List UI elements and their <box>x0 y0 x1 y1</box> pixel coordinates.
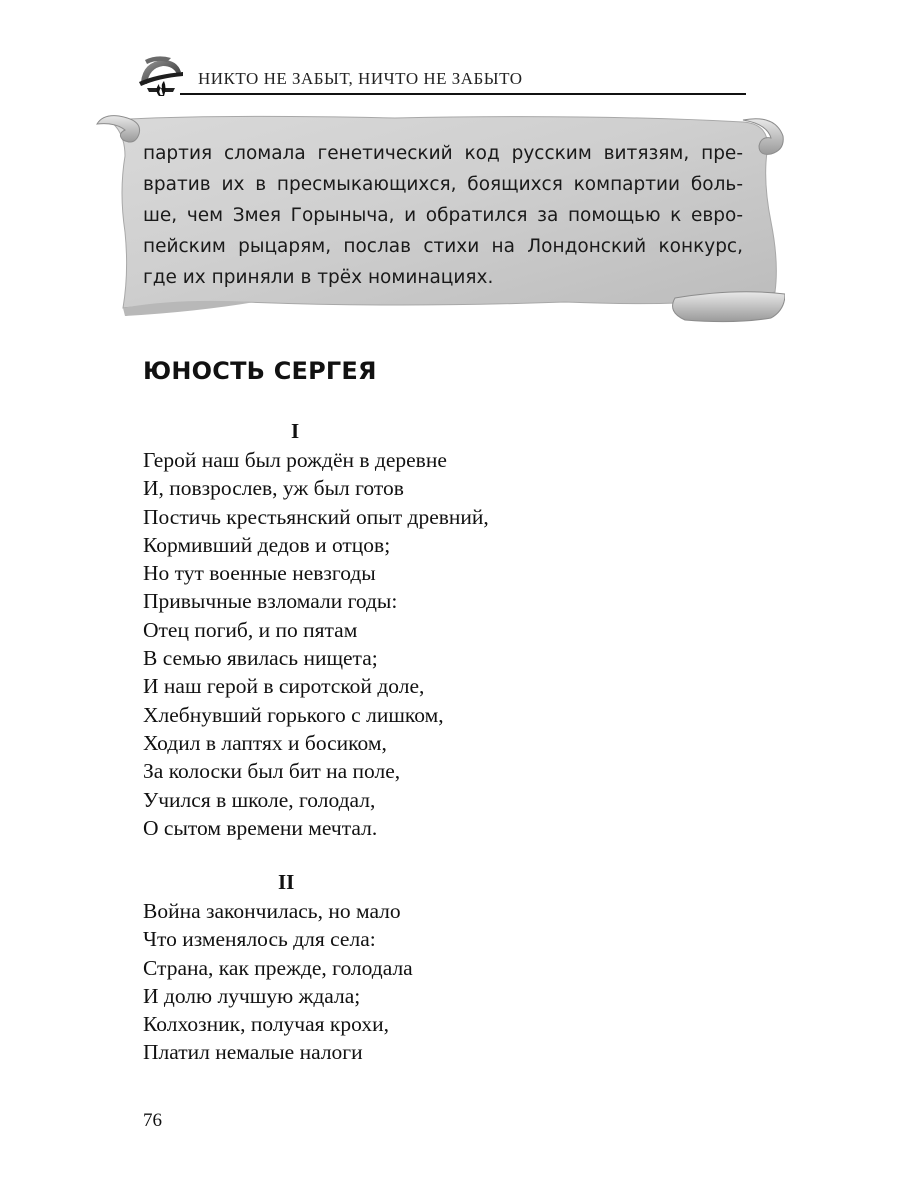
scroll-text-line: вратив их в пресмыкающихся, боящихся компартии боль- <box>143 174 743 195</box>
poem-line: Кормивший дедов и отцов; <box>143 532 391 557</box>
scroll-paragraph <box>143 138 743 293</box>
poem-line: Что изменялось для села: <box>143 927 376 952</box>
scroll-text-line: пейским рыцарям, послав стихи на Лондонский конкурс, <box>143 236 743 257</box>
poem-line: Страна, как прежде, голодала <box>143 955 413 980</box>
scroll-text-line: ше, чем Змея Горыныча, и обратился за помощью к евро- <box>143 205 743 226</box>
stanza-text <box>143 897 413 1067</box>
stanza-number: I <box>291 419 300 443</box>
poem-line: В семью явилась нищета; <box>143 646 378 671</box>
poem-line: За колоски был бит на поле, <box>143 759 401 784</box>
parchment-scroll <box>95 112 785 327</box>
poem-line: Постичь крестьянский опыт древний, <box>143 504 489 529</box>
poem-line: Колхозник, получая крохи, <box>143 1012 389 1037</box>
page-number: 76 <box>143 1110 162 1131</box>
scroll-text-line: где их приняли в трёх номинациях. <box>143 267 494 288</box>
poem-line: И, повзрослев, уж был готов <box>143 476 404 501</box>
header-rule <box>180 93 746 95</box>
poem-line: Учился в школе, голодал, <box>143 787 376 812</box>
poem-line: И наш герой в сиротской доле, <box>143 674 425 699</box>
poem-line: Привычные взломали годы: <box>143 589 398 614</box>
poem-line: И долю лучшую ждала; <box>143 983 361 1008</box>
poem-line: Отец погиб, и по пятам <box>143 617 358 642</box>
running-header-title: НИКТО НЕ ЗАБЫТ, НИЧТО НЕ ЗАБЫТО <box>198 69 523 88</box>
helmet-flame-icon <box>137 52 185 100</box>
poem-line: Герой наш был рождён в деревне <box>143 448 447 472</box>
poem-line: Хлебнувший горького с лишком, <box>143 702 444 727</box>
section-title: ЮНОСТЬ СЕРГЕЯ <box>143 357 377 385</box>
poem-line: Но тут военные невзгоды <box>143 561 376 586</box>
poem-line: Платил немалые налоги <box>143 1040 363 1065</box>
scroll-text-line: партия сломала генетический код русским витязям, пре- <box>143 143 743 164</box>
poem-line: О сытом времени мечтал. <box>143 815 378 840</box>
stanza-text <box>143 446 489 842</box>
stanza-number: II <box>278 870 295 894</box>
poem-line: Война закончилась, но мало <box>143 899 401 923</box>
poem-line: Ходил в лаптях и босиком, <box>143 730 387 755</box>
